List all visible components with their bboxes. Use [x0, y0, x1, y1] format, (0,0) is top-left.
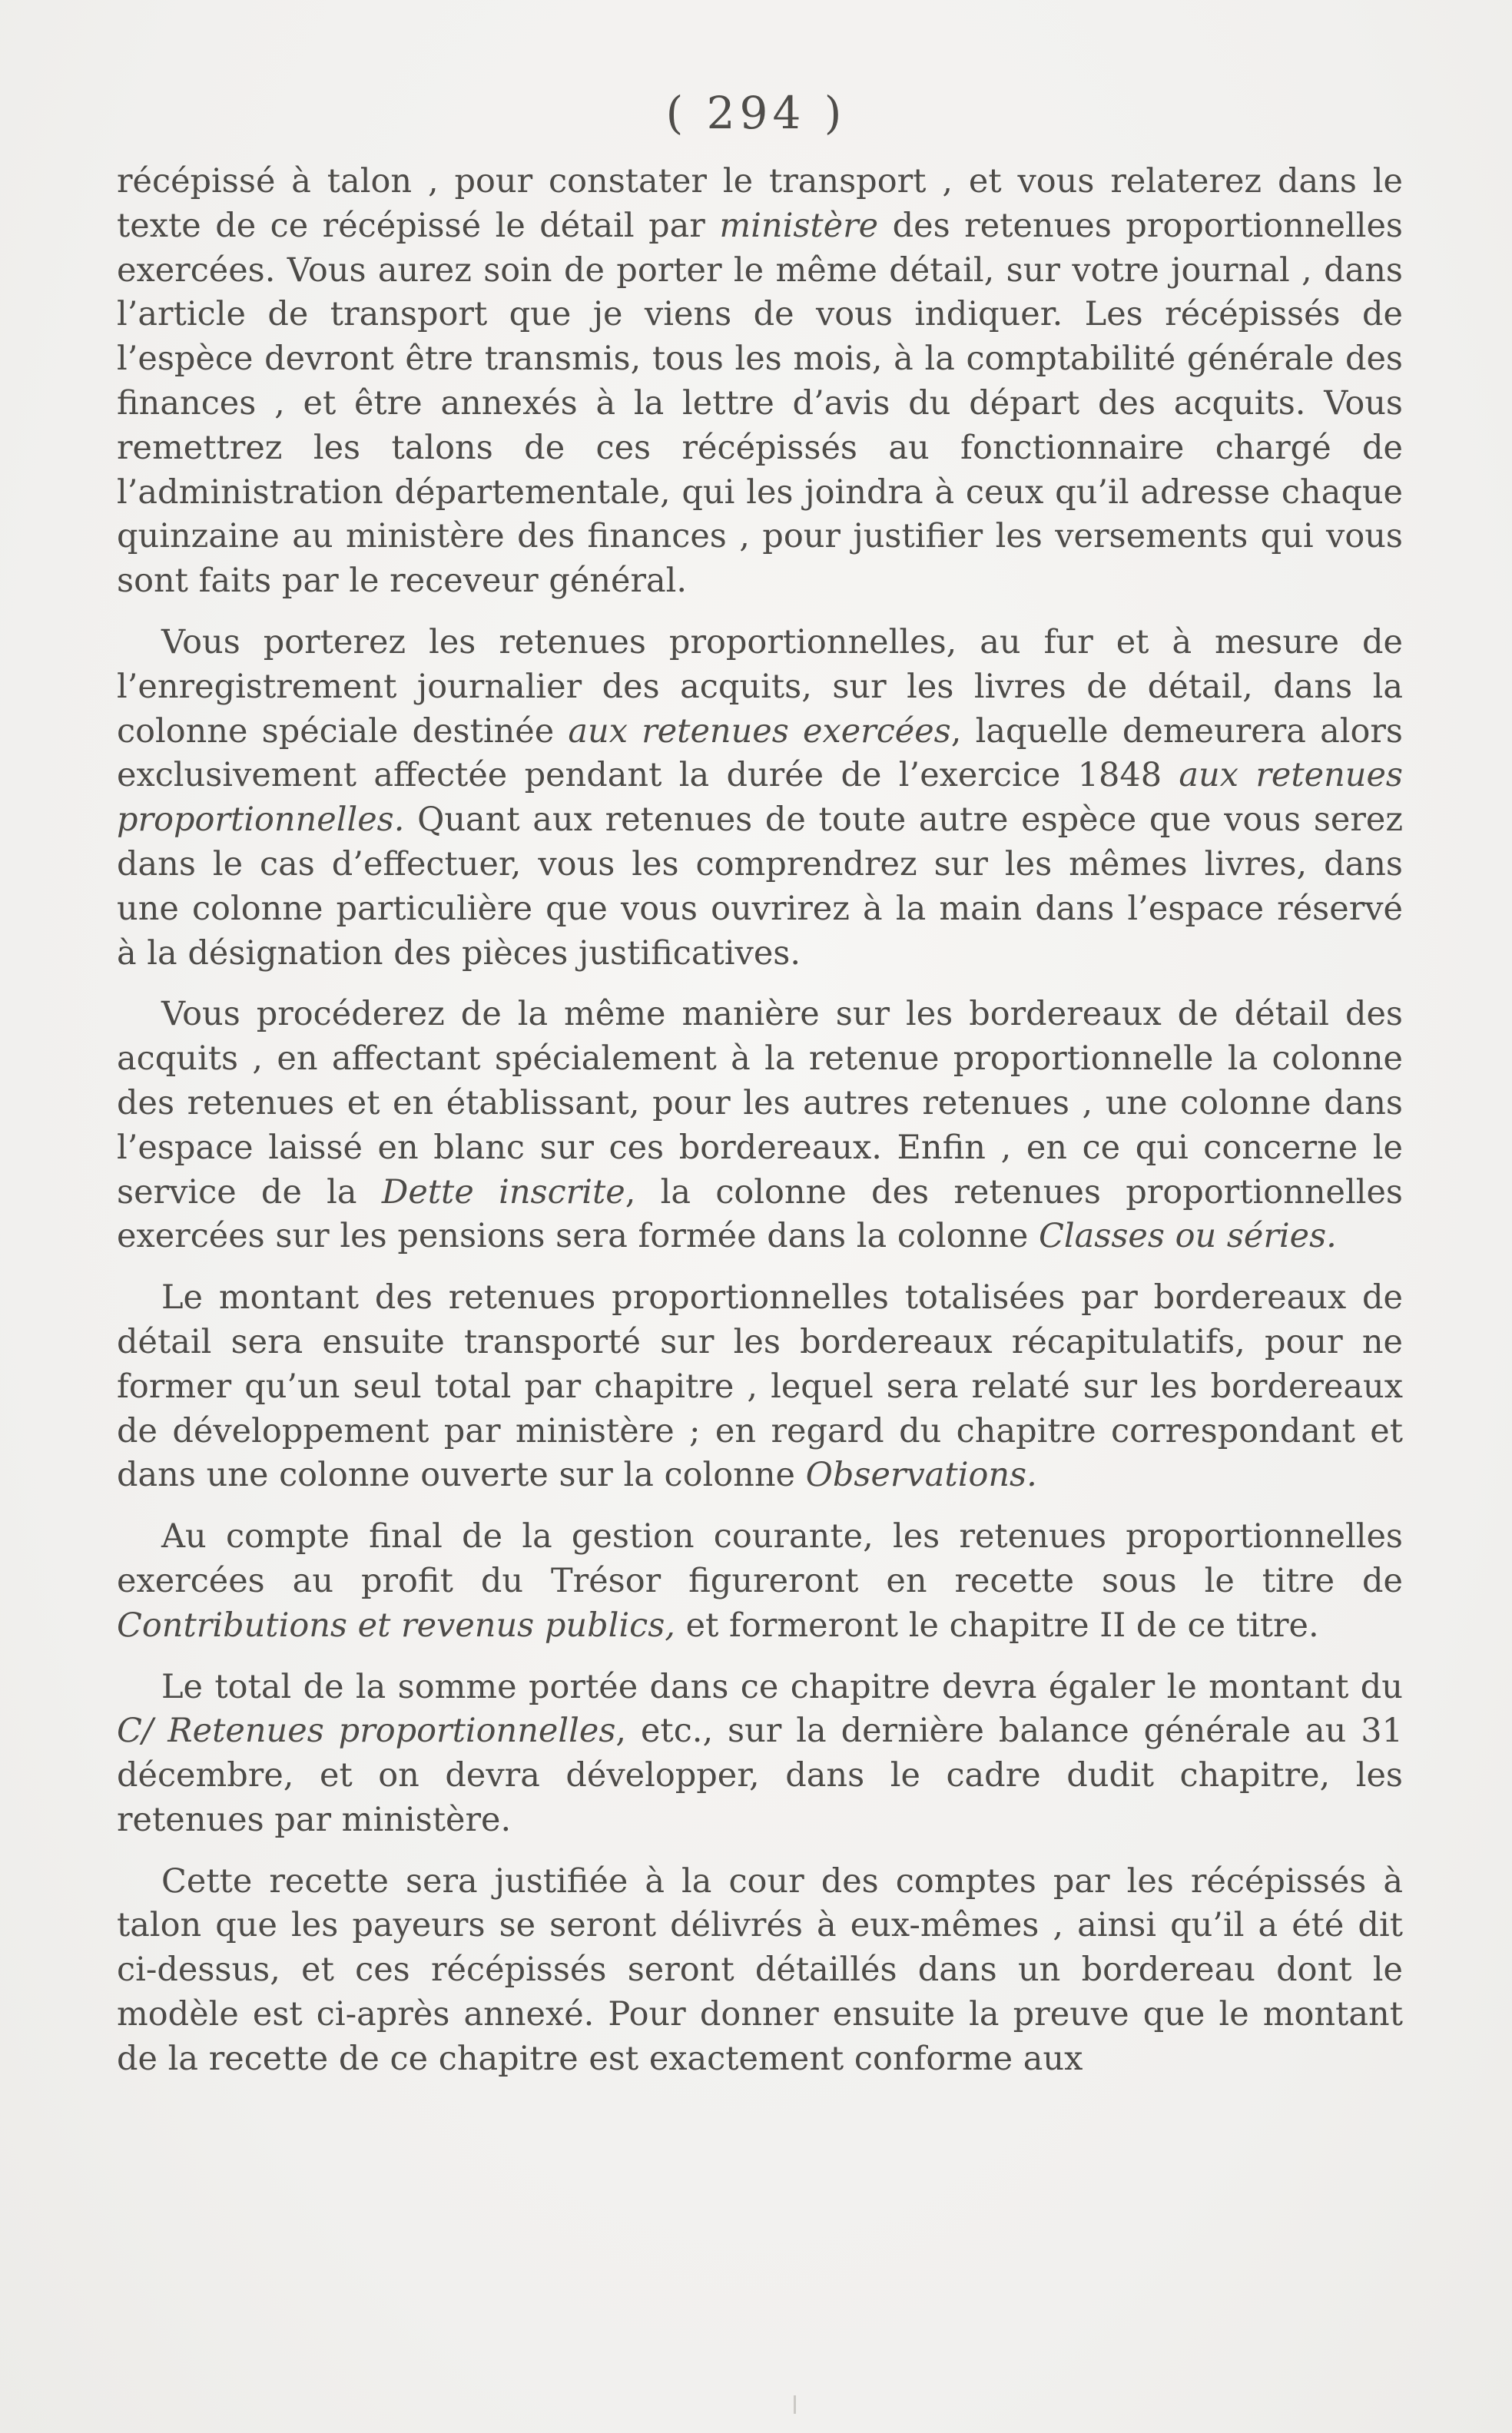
paragraph — [117, 1860, 1403, 2082]
text-run: , etc., sur la dernière balance générale au 31 décembre, et on devra développer, dans le cadre dudit chapitre, les retenues par ministère. — [117, 1712, 1403, 1839]
italic-run: aux retenues proportionnelles. — [117, 756, 1403, 840]
italic-run: Contributions et revenus publics, — [117, 1606, 675, 1645]
paragraph — [117, 621, 1403, 976]
text-run: Le montant des retenues proportionnelles totalisées par bordereaux de détail sera ensuite transporté sur les bordereaux récapitulatifs, pour ne former qu’un seul total par chapitre , lequel sera relaté sur les bordereaux de développement par ministère ; en regard du chapitre correspondant et dans une colonne ouverte sur la colonne — [117, 1278, 1403, 1495]
italic-run: Dette inscrite — [381, 1172, 625, 1212]
paragraph — [117, 1276, 1403, 1498]
text-run: Vous procéderez de la même manière sur les bordereaux de détail des acquits , en affectant spécialement à la retenue proportionnelle la colonne des retenues et en établissant, pour les autres retenues , une colonne dans l’espace laissé en blanc sur ces bordereaux. Enfin , en ce qui concerne le service de la — [117, 995, 1403, 1212]
text-run: des retenues proportionnelles exercées. Vous aurez soin de porter le même détail, sur votre journal , dans l’article de transport que je viens de vous indiquer. Les récépissés de l’espèce devront être transmis, tous les mois, à la comptabilité générale des finances , et être annexés à la lettre d’avis du départ des acquits. Vous remettrez les talons de ces récépissés au fonctionnaire chargé de l’administration départementale, qui les joindra à ceux qu’il adresse chaque quinzaine au ministère des finances , pour justifier les versements qui vous sont faits par le receveur général. — [117, 206, 1404, 601]
text-run: récépissé à talon , pour constater le transport , et vous relaterez dans le texte de ce récépissé le détail par — [117, 162, 1403, 245]
text-run: Quant aux retenues de toute autre espèce que vous serez dans le cas d’effectuer, vous les comprendrez sur les mêmes livres, dans une colonne particulière que vous ouvrirez à la main dans l’espace réservé à la désignation des pièces justificatives. — [117, 801, 1403, 973]
text-run: Au compte final de la gestion courante, les retenues proportionnelles exercées au profit du Trésor figureront en recette sous le titre de — [117, 1517, 1403, 1600]
italic-run: aux retenues exercées — [568, 711, 951, 751]
paragraph — [117, 1515, 1403, 1648]
paragraph — [117, 160, 1403, 604]
text-run: , la colonne des retenues proportionnelles exercées sur les pensions sera formée dans la colonne — [117, 1172, 1403, 1256]
paragraph — [117, 993, 1403, 1259]
text-run: Le total de la somme portée dans ce chapitre devra égaler le montant du — [161, 1667, 1403, 1706]
page-number: ( 294 ) — [665, 87, 847, 139]
italic-run: Classes ou séries. — [1038, 1217, 1337, 1256]
text-run: Vous porterez les retenues proportionnelles, au fur et à mesure de l’enregistrement journalier des acquits, sur les livres de détail, dans la colonne spéciale destinée — [117, 622, 1403, 751]
paragraph — [117, 1666, 1403, 1843]
italic-run: C/ Retenues proportionnelles — [117, 1712, 616, 1751]
text-run: Cette recette sera justifiée à la cour des comptes par les récépissés à talon que les payeurs se seront délivrés à eux-mêmes , ainsi qu’il a été dit ci-dessus, et ces récépissés seront détaillés dans un bordereau dont le modèle est ci-après annexé. Pour donner ensuite la preuve que le montant de la recette de ce chapitre est exactement conforme aux — [117, 1861, 1403, 2078]
italic-run: ministère — [719, 206, 879, 245]
text-run: , laquelle demeurera alors exclusivement affectée pendant la durée de l’exercice 1848 — [117, 711, 1403, 795]
italic-run: Observations. — [805, 1456, 1037, 1495]
text-run: et formeront le chapitre II de ce titre. — [675, 1606, 1319, 1645]
paper-mark — [794, 2395, 796, 2414]
body-text — [117, 160, 1403, 2099]
